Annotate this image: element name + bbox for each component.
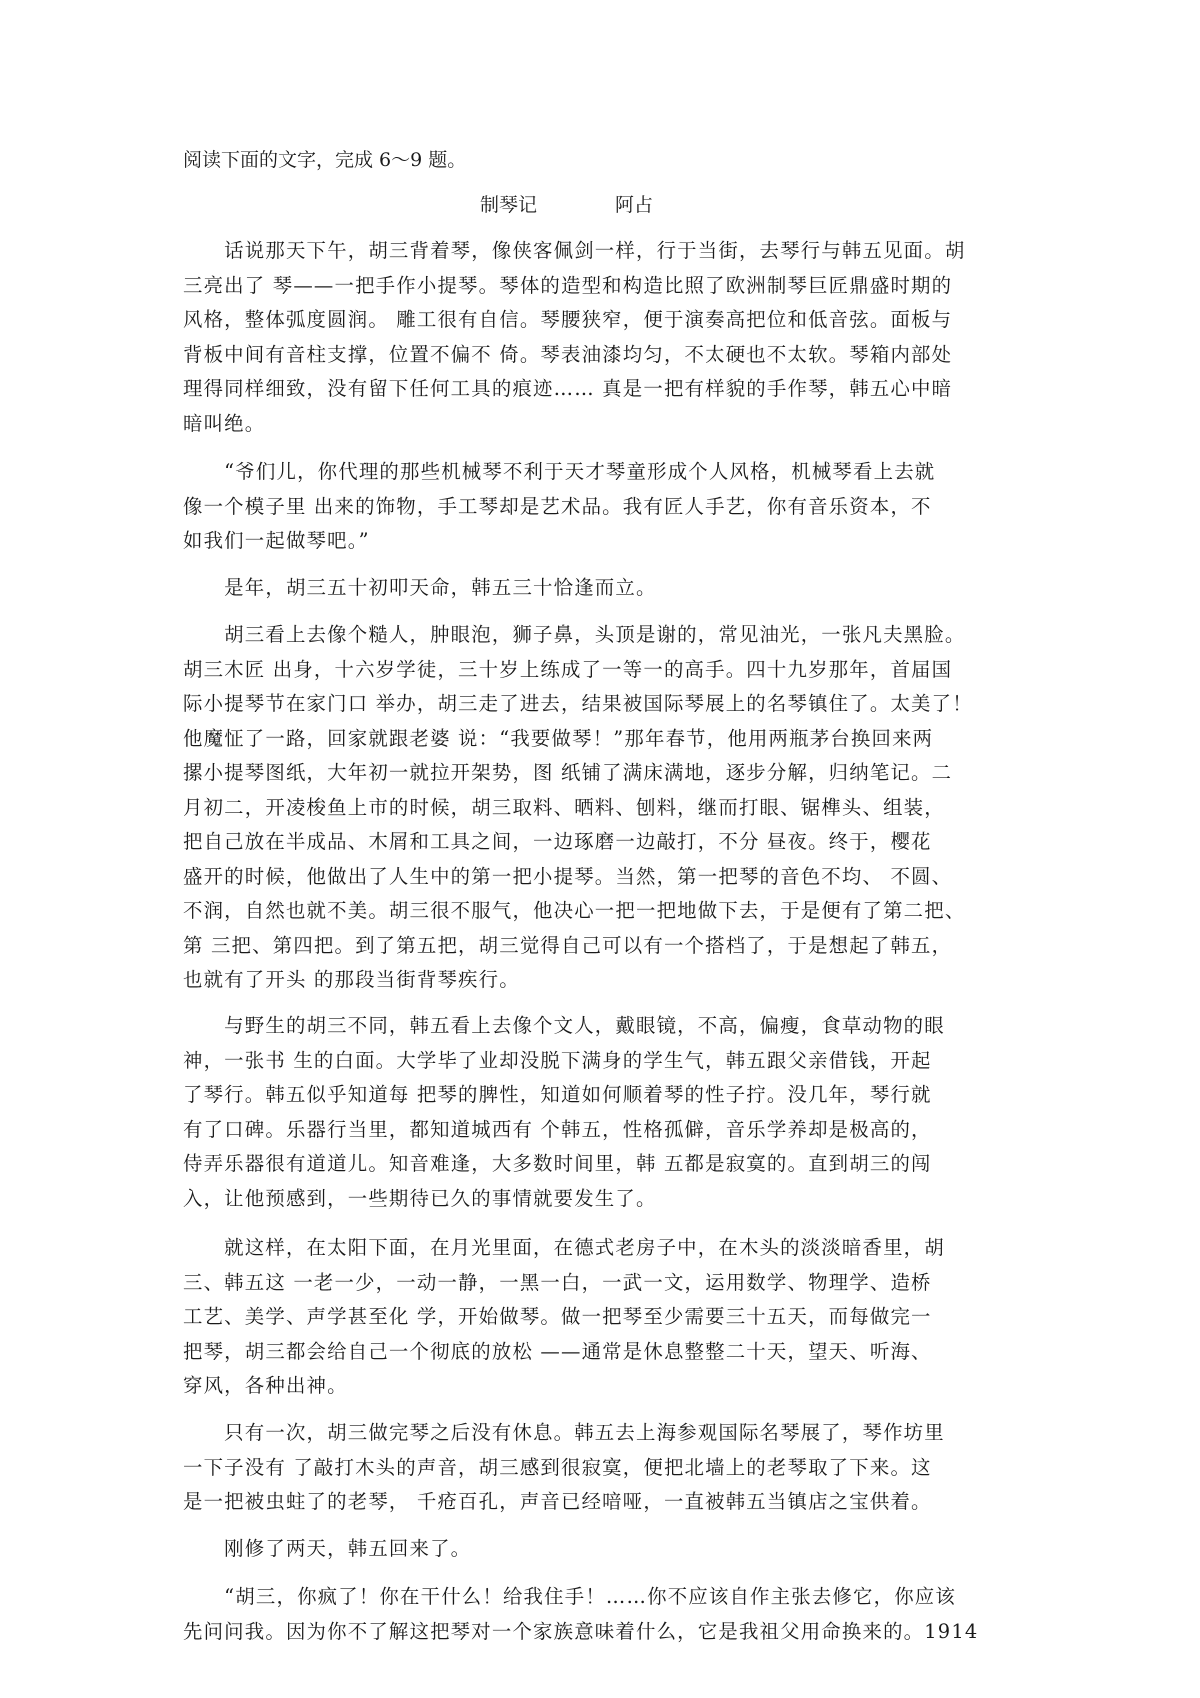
text-line: 像一个模子里 出来的饰物，手工琴却是艺术品。我有匠人手艺，你有音乐资本，不 (183, 494, 932, 518)
paragraph-9 (183, 1580, 1015, 1649)
text-line: 他魔怔了一路，回家就跟老婆 说：“我要做琴！”那年春节，他用两瓶茅台换回来两 (183, 726, 934, 750)
story-author: 阿占 (615, 194, 654, 216)
story-heading (480, 191, 653, 219)
text-line: 摞小提琴图纸，大年初一就拉开架势，图 纸铺了满床满地，逐步分解，归纳笔记。二 (183, 761, 953, 784)
text-line: 三、韩五这 一老一少，一动一静，一黑一白，一武一文，运用数学、物理学、造桥 (183, 1270, 932, 1294)
paragraph-5 (183, 1009, 1015, 1216)
text-line: 不润，自然也就不美。胡三很不服气，他决心一把一把地做下去，于是便有了第二把、 (183, 899, 966, 922)
text-line: 一下子没有 了敲打木头的声音，胡三感到很寂寞，便把北墙上的老琴取了下来。这 (183, 1455, 932, 1479)
paragraph-1 (183, 234, 1015, 441)
text-line: 是一把被虫蛀了的老琴， 千疮百孔，声音已经喑哑，一直被韩五当镇店之宝供着。 (183, 1490, 932, 1513)
text-line: 与野生的胡三不同，韩五看上去像个文人，戴眼镜，不高，偏瘦，食草动物的眼 (183, 1014, 945, 1037)
paragraph-6 (183, 1231, 1015, 1404)
paragraph-3 (183, 571, 1015, 606)
text-line: 月初二，开凌梭鱼上市的时候，胡三取料、晒料、刨料，继而打眼、锯榫头、组装， (183, 795, 945, 819)
paragraph-4 (183, 618, 1015, 998)
text-line: 胡三木匠 出身，十六岁学徒，三十岁上练成了一等一的高手。四十九岁那年，首届国 (183, 657, 953, 681)
text-line: 理得同样细致，没有留下任何工具的痕迹…… 真是一把有样貌的手作琴，韩五心中暗 (183, 377, 953, 400)
text-line: “爷们儿，你代理的那些机械琴不利于天才琴童形成个人风格，机械琴看上去就 (183, 460, 936, 483)
text-line: 是年，胡三五十初叩天命，韩五三十恰逢而立。 (183, 576, 657, 599)
text-line: 只有一次，胡三做完琴之后没有休息。韩五去上海参观国际名琴展了，琴作坊里 (183, 1421, 945, 1444)
text-line: 风格，整体弧度圆润。 雕工很有自信。琴腰狭窄，便于演奏高把位和低音弦。面板与 (183, 308, 953, 331)
text-line: 如我们一起做琴吧。” (183, 529, 370, 552)
text-line: 了琴行。韩五似乎知道每 把琴的脾性，知道如何顺着琴的性子拧。没几年，琴行就 (183, 1083, 932, 1106)
text-line: 把自己放在半成品、木屑和工具之间，一边琢磨一边敲打，不分 昼夜。终于，樱花 (183, 830, 932, 853)
paragraph-2 (183, 455, 1015, 559)
text-line: 有了口碑。乐器行当里，都知道城西有 个韩五，性格孤僻，音乐学养却是极高的， (183, 1117, 932, 1141)
text-line: 第 三把、第四把。到了第五把，胡三觉得自己可以有一个搭档了，于是想起了韩五， (183, 933, 953, 957)
story-title: 制琴记 (480, 194, 538, 216)
text-line: 把琴，胡三都会给自己一个彻底的放松 ——通常是休息整整二十天，望天、听海、 (183, 1339, 932, 1363)
text-line: 穿风，各种出神。 (183, 1374, 348, 1397)
text-line: 入，让他预感到，一些期待已久的事情就要发生了。 (183, 1186, 657, 1210)
text-line: 背板中间有音柱支撑，位置不偏不 倚。琴表油漆均匀，不太硬也不太软。琴箱内部处 (183, 342, 953, 366)
text-line: 就这样，在太阳下面，在月光里面，在德式老房子中，在木头的淡淡暗香里，胡 (183, 1236, 945, 1259)
paragraph-8 (183, 1532, 1015, 1567)
text-line: 也就有了开头 的那段当街背琴疾行。 (183, 968, 520, 991)
text-line: 暗叫绝。 (183, 411, 266, 435)
text-line: 先问问我。因为你不了解这把琴对一个家族意味着什么，它是我祖父用命换来的。1914 (183, 1619, 979, 1643)
text-line: 三亮出了 琴——一把手作小提琴。琴体的造型和构造比照了欧洲制琴巨匠鼎盛时期的 (183, 273, 953, 297)
paragraph-7 (183, 1416, 1015, 1520)
text-line: 侍弄乐器很有道道儿。知音难逢，大多数时间里，韩 五都是寂寞的。直到胡三的闯 (183, 1152, 932, 1175)
text-line: 工艺、美学、声学甚至化 学，开始做琴。做一把琴至少需要三十五天，而每做完一 (183, 1305, 932, 1328)
text-line: 盛开的时候，他做出了人生中的第一把小提琴。当然，第一把琴的音色不均、 不圆、 (183, 864, 953, 888)
text-line: 际小提琴节在家门口 举办，胡三走了进去，结果被国际琴展上的名琴镇住了。太美了！ (183, 692, 973, 715)
text-line: 刚修了两天，韩五回来了。 (183, 1537, 472, 1560)
text-line: “胡三，你疯了！你在干什么！给我住手！……你不应该自作主张去修它，你应该 (183, 1585, 956, 1608)
text-line: 胡三看上去像个糙人，肿眼泡，狮子鼻，头顶是谢的，常见油光，一张凡夫黑脸。 (183, 623, 966, 646)
reading-instruction: 阅读下面的文字，完成 6～9 题。 (183, 149, 467, 171)
text-line: 话说那天下午，胡三背着琴，像侠客佩剑一样，行于当街，去琴行与韩五见面。胡 (183, 239, 966, 262)
text-line: 神，一张书 生的白面。大学毕了业却没脱下满身的学生气，韩五跟父亲借钱，开起 (183, 1048, 932, 1072)
